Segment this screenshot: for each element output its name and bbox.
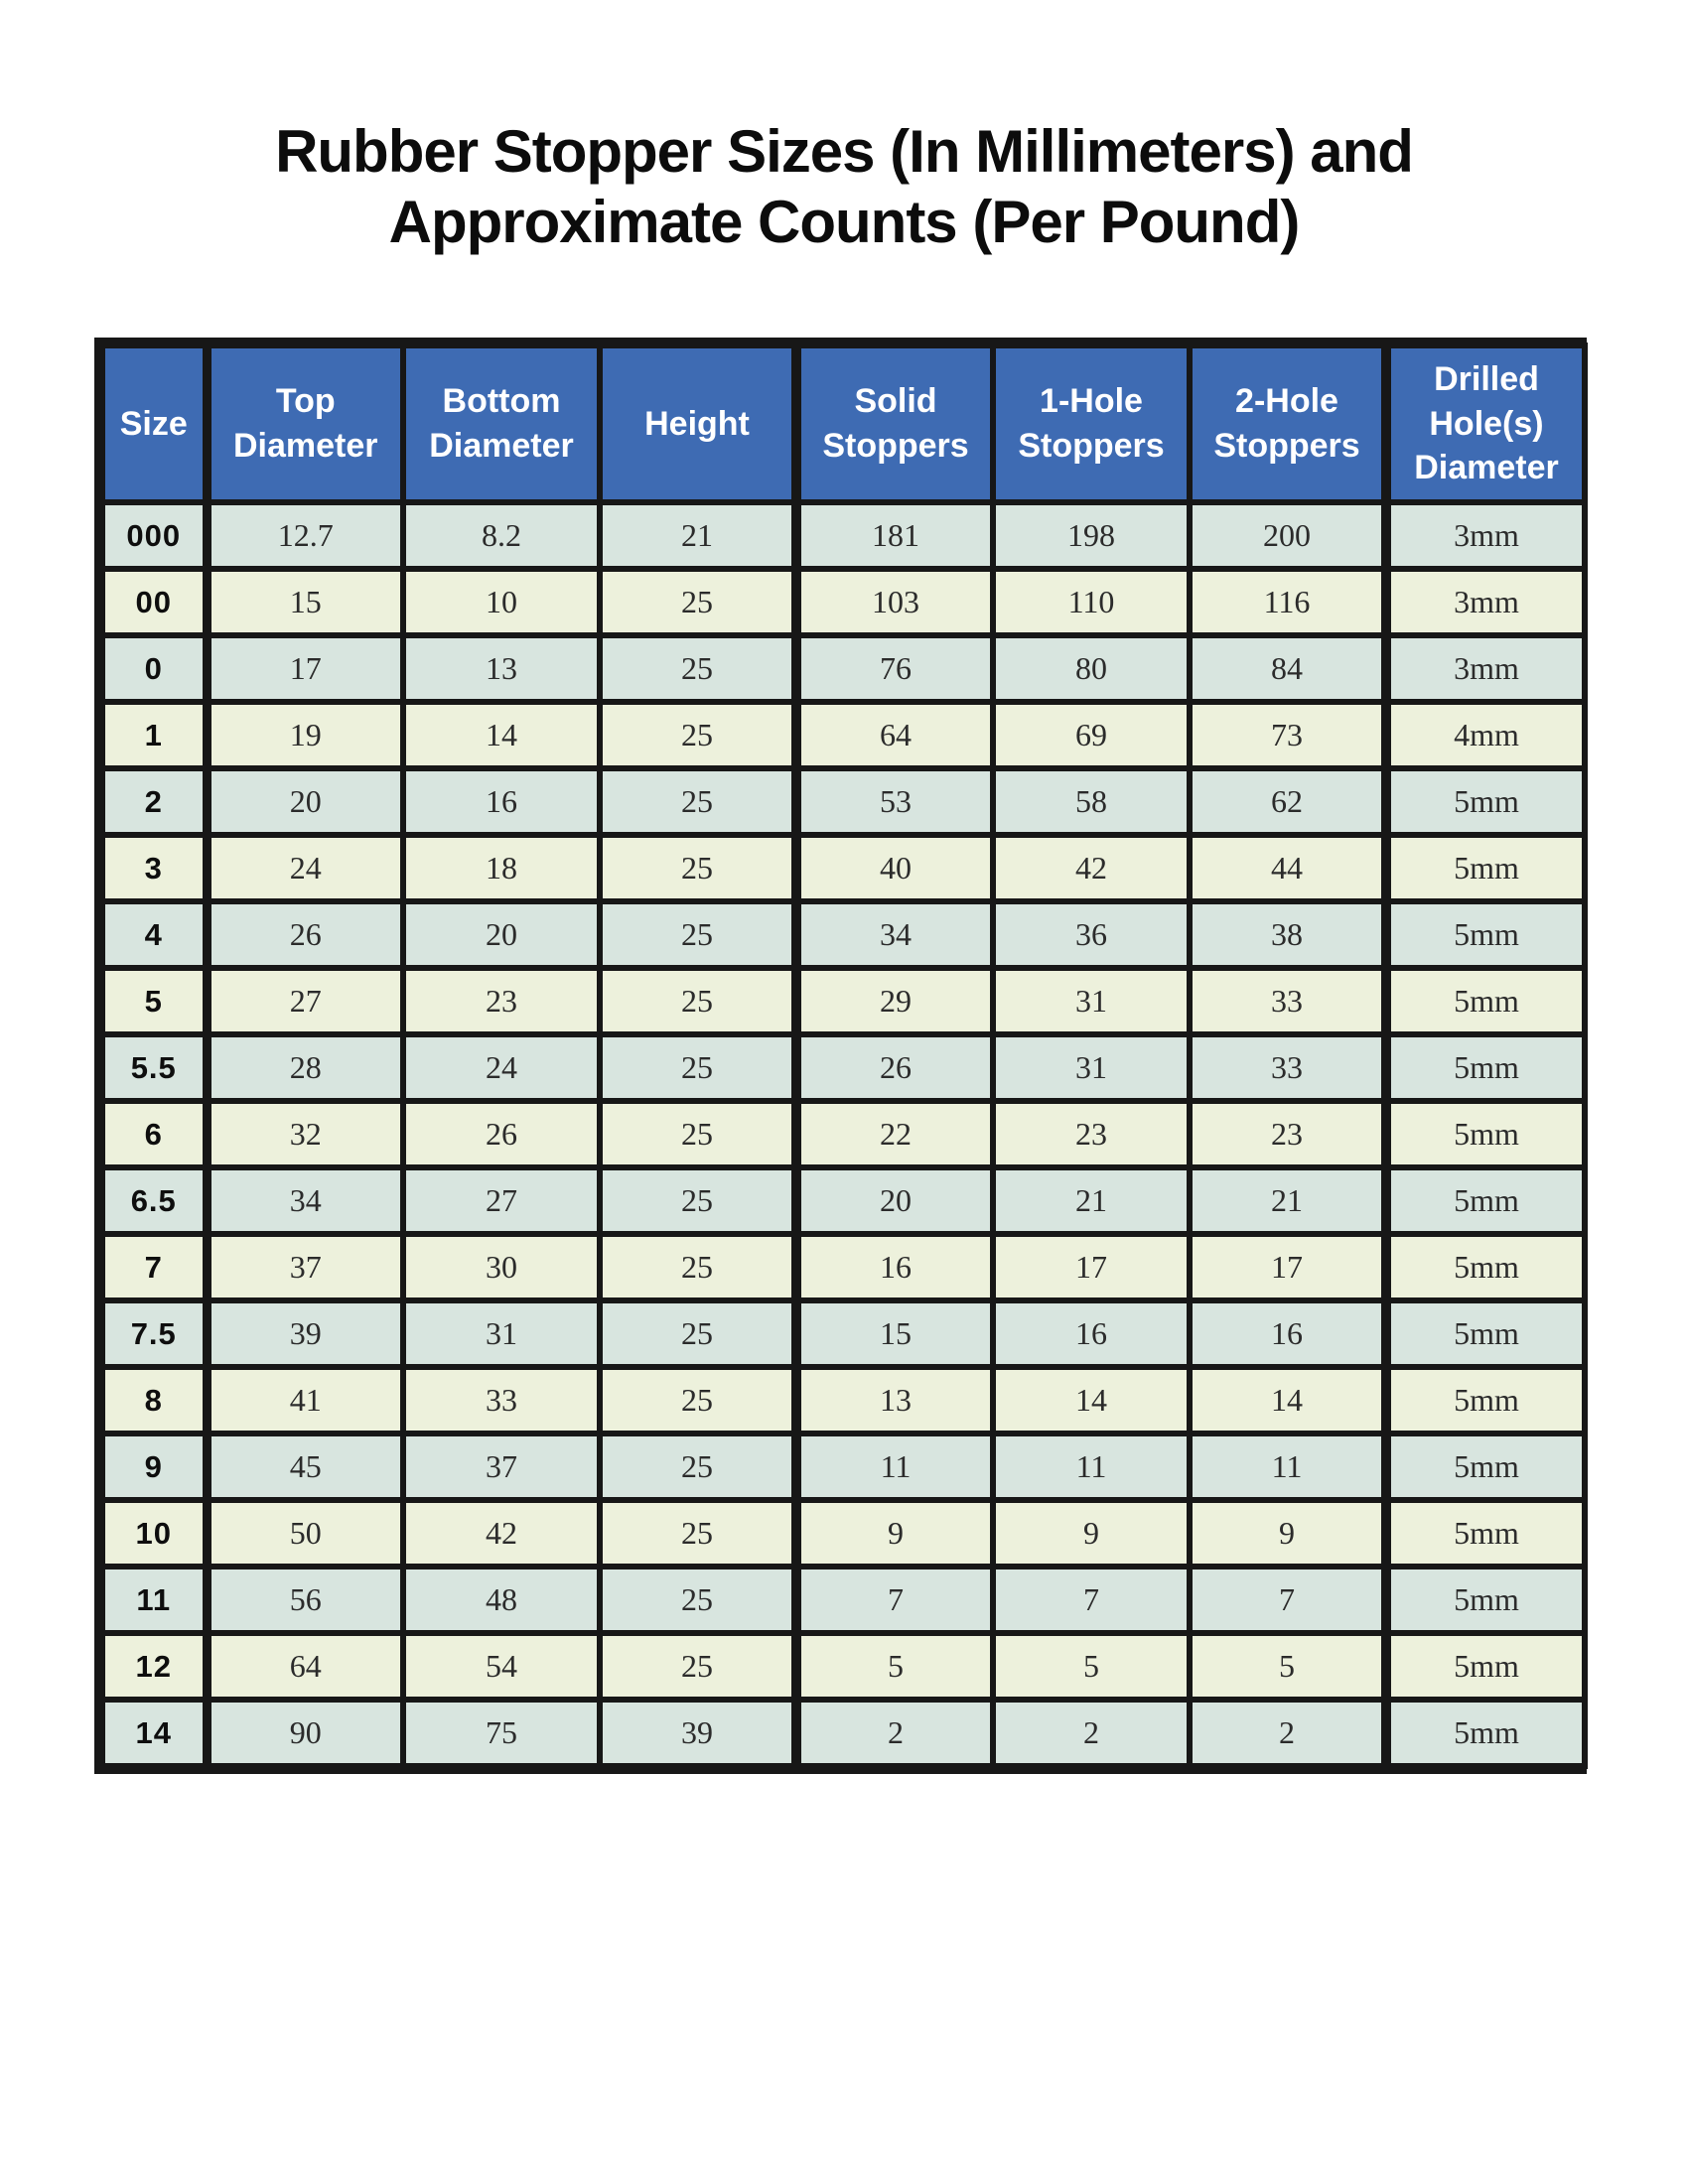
cell-two_hole_stoppers: 23 [1190, 1101, 1386, 1167]
cell-solid_stoppers: 76 [796, 635, 993, 702]
cell-solid_stoppers: 40 [796, 835, 993, 901]
cell-one_hole_stoppers: 42 [993, 835, 1190, 901]
cell-one_hole_stoppers: 21 [993, 1167, 1190, 1234]
cell-solid_stoppers: 15 [796, 1300, 993, 1367]
cell-two_hole_stoppers: 44 [1190, 835, 1386, 901]
cell-top_diameter: 17 [207, 635, 403, 702]
cell-solid_stoppers: 7 [796, 1567, 993, 1633]
table-row-size-1 [102, 702, 1585, 768]
cell-solid_stoppers: 9 [796, 1500, 993, 1567]
cell-two_hole_stoppers: 200 [1190, 502, 1386, 569]
cell-solid_stoppers: 53 [796, 768, 993, 835]
cell-height: 25 [600, 835, 796, 901]
cell-drilled_holes_diameter: 5mm [1386, 1633, 1585, 1700]
column-header-top_diameter: Top Diameter [207, 345, 403, 502]
cell-one_hole_stoppers: 17 [993, 1234, 1190, 1300]
stopper-size-table [99, 342, 1588, 1769]
cell-one_hole_stoppers: 7 [993, 1567, 1190, 1633]
cell-solid_stoppers: 34 [796, 901, 993, 968]
cell-top_diameter: 64 [207, 1633, 403, 1700]
cell-one_hole_stoppers: 14 [993, 1367, 1190, 1433]
table-row-size-4 [102, 901, 1585, 968]
table-row-size-6.5 [102, 1167, 1585, 1234]
cell-two_hole_stoppers: 116 [1190, 569, 1386, 635]
cell-one_hole_stoppers: 2 [993, 1700, 1190, 1766]
cell-two_hole_stoppers: 14 [1190, 1367, 1386, 1433]
cell-drilled_holes_diameter: 4mm [1386, 702, 1585, 768]
cell-height: 25 [600, 1167, 796, 1234]
cell-size: 12 [102, 1633, 207, 1700]
cell-height: 25 [600, 901, 796, 968]
cell-bottom_diameter: 54 [403, 1633, 600, 1700]
cell-bottom_diameter: 31 [403, 1300, 600, 1367]
cell-top_diameter: 37 [207, 1234, 403, 1300]
cell-two_hole_stoppers: 16 [1190, 1300, 1386, 1367]
cell-size: 10 [102, 1500, 207, 1567]
cell-solid_stoppers: 26 [796, 1034, 993, 1101]
cell-height: 25 [600, 1433, 796, 1500]
cell-top_diameter: 24 [207, 835, 403, 901]
cell-height: 39 [600, 1700, 796, 1766]
cell-height: 25 [600, 1633, 796, 1700]
cell-one_hole_stoppers: 9 [993, 1500, 1190, 1567]
table-header-row [102, 345, 1585, 502]
column-header-two_hole_stoppers: 2-Hole Stoppers [1190, 345, 1386, 502]
cell-bottom_diameter: 37 [403, 1433, 600, 1500]
cell-top_diameter: 12.7 [207, 502, 403, 569]
cell-two_hole_stoppers: 62 [1190, 768, 1386, 835]
cell-size: 4 [102, 901, 207, 968]
cell-size: 11 [102, 1567, 207, 1633]
cell-two_hole_stoppers: 2 [1190, 1700, 1386, 1766]
cell-size: 2 [102, 768, 207, 835]
cell-top_diameter: 27 [207, 968, 403, 1034]
cell-top_diameter: 20 [207, 768, 403, 835]
cell-height: 25 [600, 1101, 796, 1167]
cell-drilled_holes_diameter: 5mm [1386, 1234, 1585, 1300]
page-title-line-1: Rubber Stopper Sizes (In Millimeters) and [275, 118, 1413, 185]
cell-height: 25 [600, 1034, 796, 1101]
cell-size: 7.5 [102, 1300, 207, 1367]
cell-height: 25 [600, 1367, 796, 1433]
cell-two_hole_stoppers: 73 [1190, 702, 1386, 768]
table-row-size-5 [102, 968, 1585, 1034]
cell-one_hole_stoppers: 80 [993, 635, 1190, 702]
cell-solid_stoppers: 16 [796, 1234, 993, 1300]
table-row-size-2 [102, 768, 1585, 835]
cell-two_hole_stoppers: 9 [1190, 1500, 1386, 1567]
cell-drilled_holes_diameter: 3mm [1386, 635, 1585, 702]
cell-height: 21 [600, 502, 796, 569]
table-row-size-12 [102, 1633, 1585, 1700]
cell-top_diameter: 50 [207, 1500, 403, 1567]
cell-top_diameter: 41 [207, 1367, 403, 1433]
cell-size: 6.5 [102, 1167, 207, 1234]
page-title-line-2: Approximate Counts (Per Pound) [388, 188, 1300, 255]
cell-bottom_diameter: 30 [403, 1234, 600, 1300]
table-row-size-11 [102, 1567, 1585, 1633]
cell-drilled_holes_diameter: 5mm [1386, 1700, 1585, 1766]
cell-bottom_diameter: 10 [403, 569, 600, 635]
cell-top_diameter: 45 [207, 1433, 403, 1500]
cell-top_diameter: 34 [207, 1167, 403, 1234]
cell-one_hole_stoppers: 58 [993, 768, 1190, 835]
cell-one_hole_stoppers: 69 [993, 702, 1190, 768]
table-row-size-7 [102, 1234, 1585, 1300]
table-row-size-14 [102, 1700, 1585, 1766]
cell-height: 25 [600, 569, 796, 635]
cell-top_diameter: 28 [207, 1034, 403, 1101]
cell-bottom_diameter: 48 [403, 1567, 600, 1633]
table-row-size-0 [102, 635, 1585, 702]
cell-bottom_diameter: 24 [403, 1034, 600, 1101]
cell-one_hole_stoppers: 5 [993, 1633, 1190, 1700]
cell-one_hole_stoppers: 11 [993, 1433, 1190, 1500]
cell-bottom_diameter: 42 [403, 1500, 600, 1567]
cell-two_hole_stoppers: 33 [1190, 1034, 1386, 1101]
cell-size: 5 [102, 968, 207, 1034]
cell-one_hole_stoppers: 198 [993, 502, 1190, 569]
cell-height: 25 [600, 1500, 796, 1567]
cell-drilled_holes_diameter: 5mm [1386, 768, 1585, 835]
cell-two_hole_stoppers: 84 [1190, 635, 1386, 702]
cell-drilled_holes_diameter: 5mm [1386, 1101, 1585, 1167]
cell-size: 8 [102, 1367, 207, 1433]
table-row-size-000 [102, 502, 1585, 569]
cell-solid_stoppers: 11 [796, 1433, 993, 1500]
cell-solid_stoppers: 22 [796, 1101, 993, 1167]
cell-one_hole_stoppers: 110 [993, 569, 1190, 635]
cell-size: 5.5 [102, 1034, 207, 1101]
cell-size: 14 [102, 1700, 207, 1766]
cell-two_hole_stoppers: 5 [1190, 1633, 1386, 1700]
cell-height: 25 [600, 968, 796, 1034]
cell-two_hole_stoppers: 11 [1190, 1433, 1386, 1500]
column-header-drilled_holes_diameter: Drilled Hole(s) Diameter [1386, 345, 1585, 502]
page-title [0, 117, 1688, 258]
cell-top_diameter: 32 [207, 1101, 403, 1167]
table-row-size-3 [102, 835, 1585, 901]
cell-height: 25 [600, 1567, 796, 1633]
cell-drilled_holes_diameter: 5mm [1386, 1433, 1585, 1500]
cell-solid_stoppers: 181 [796, 502, 993, 569]
cell-one_hole_stoppers: 16 [993, 1300, 1190, 1367]
cell-two_hole_stoppers: 7 [1190, 1567, 1386, 1633]
cell-height: 25 [600, 635, 796, 702]
cell-size: 3 [102, 835, 207, 901]
cell-height: 25 [600, 768, 796, 835]
cell-drilled_holes_diameter: 3mm [1386, 502, 1585, 569]
cell-drilled_holes_diameter: 5mm [1386, 1300, 1585, 1367]
cell-two_hole_stoppers: 21 [1190, 1167, 1386, 1234]
cell-size: 0 [102, 635, 207, 702]
cell-top_diameter: 39 [207, 1300, 403, 1367]
cell-bottom_diameter: 8.2 [403, 502, 600, 569]
cell-bottom_diameter: 23 [403, 968, 600, 1034]
cell-drilled_holes_diameter: 5mm [1386, 968, 1585, 1034]
cell-one_hole_stoppers: 23 [993, 1101, 1190, 1167]
table-row-size-10 [102, 1500, 1585, 1567]
cell-solid_stoppers: 5 [796, 1633, 993, 1700]
cell-drilled_holes_diameter: 5mm [1386, 835, 1585, 901]
cell-bottom_diameter: 14 [403, 702, 600, 768]
cell-drilled_holes_diameter: 5mm [1386, 1034, 1585, 1101]
cell-drilled_holes_diameter: 5mm [1386, 1500, 1585, 1567]
table-row-size-9 [102, 1433, 1585, 1500]
cell-bottom_diameter: 26 [403, 1101, 600, 1167]
cell-size: 000 [102, 502, 207, 569]
cell-two_hole_stoppers: 38 [1190, 901, 1386, 968]
cell-solid_stoppers: 20 [796, 1167, 993, 1234]
cell-top_diameter: 19 [207, 702, 403, 768]
column-header-height: Height [600, 345, 796, 502]
stopper-table-frame [94, 338, 1587, 1774]
cell-solid_stoppers: 103 [796, 569, 993, 635]
table-row-size-8 [102, 1367, 1585, 1433]
column-header-solid_stoppers: Solid Stoppers [796, 345, 993, 502]
table-row-size-7.5 [102, 1300, 1585, 1367]
cell-bottom_diameter: 27 [403, 1167, 600, 1234]
cell-size: 1 [102, 702, 207, 768]
cell-size: 7 [102, 1234, 207, 1300]
cell-size: 9 [102, 1433, 207, 1500]
cell-one_hole_stoppers: 36 [993, 901, 1190, 968]
cell-bottom_diameter: 20 [403, 901, 600, 968]
cell-bottom_diameter: 13 [403, 635, 600, 702]
cell-solid_stoppers: 13 [796, 1367, 993, 1433]
cell-two_hole_stoppers: 33 [1190, 968, 1386, 1034]
cell-size: 00 [102, 569, 207, 635]
cell-top_diameter: 26 [207, 901, 403, 968]
column-header-one_hole_stoppers: 1-Hole Stoppers [993, 345, 1190, 502]
cell-bottom_diameter: 75 [403, 1700, 600, 1766]
cell-solid_stoppers: 64 [796, 702, 993, 768]
cell-height: 25 [600, 1300, 796, 1367]
cell-height: 25 [600, 702, 796, 768]
cell-solid_stoppers: 29 [796, 968, 993, 1034]
cell-drilled_holes_diameter: 5mm [1386, 901, 1585, 968]
table-row-size-6 [102, 1101, 1585, 1167]
cell-bottom_diameter: 18 [403, 835, 600, 901]
cell-one_hole_stoppers: 31 [993, 968, 1190, 1034]
table-row-size-00 [102, 569, 1585, 635]
cell-drilled_holes_diameter: 3mm [1386, 569, 1585, 635]
cell-solid_stoppers: 2 [796, 1700, 993, 1766]
cell-top_diameter: 56 [207, 1567, 403, 1633]
cell-top_diameter: 15 [207, 569, 403, 635]
cell-one_hole_stoppers: 31 [993, 1034, 1190, 1101]
column-header-size: Size [102, 345, 207, 502]
cell-drilled_holes_diameter: 5mm [1386, 1567, 1585, 1633]
column-header-bottom_diameter: Bottom Diameter [403, 345, 600, 502]
cell-two_hole_stoppers: 17 [1190, 1234, 1386, 1300]
cell-top_diameter: 90 [207, 1700, 403, 1766]
cell-drilled_holes_diameter: 5mm [1386, 1167, 1585, 1234]
cell-bottom_diameter: 33 [403, 1367, 600, 1433]
cell-height: 25 [600, 1234, 796, 1300]
cell-bottom_diameter: 16 [403, 768, 600, 835]
table-row-size-5.5 [102, 1034, 1585, 1101]
cell-drilled_holes_diameter: 5mm [1386, 1367, 1585, 1433]
cell-size: 6 [102, 1101, 207, 1167]
